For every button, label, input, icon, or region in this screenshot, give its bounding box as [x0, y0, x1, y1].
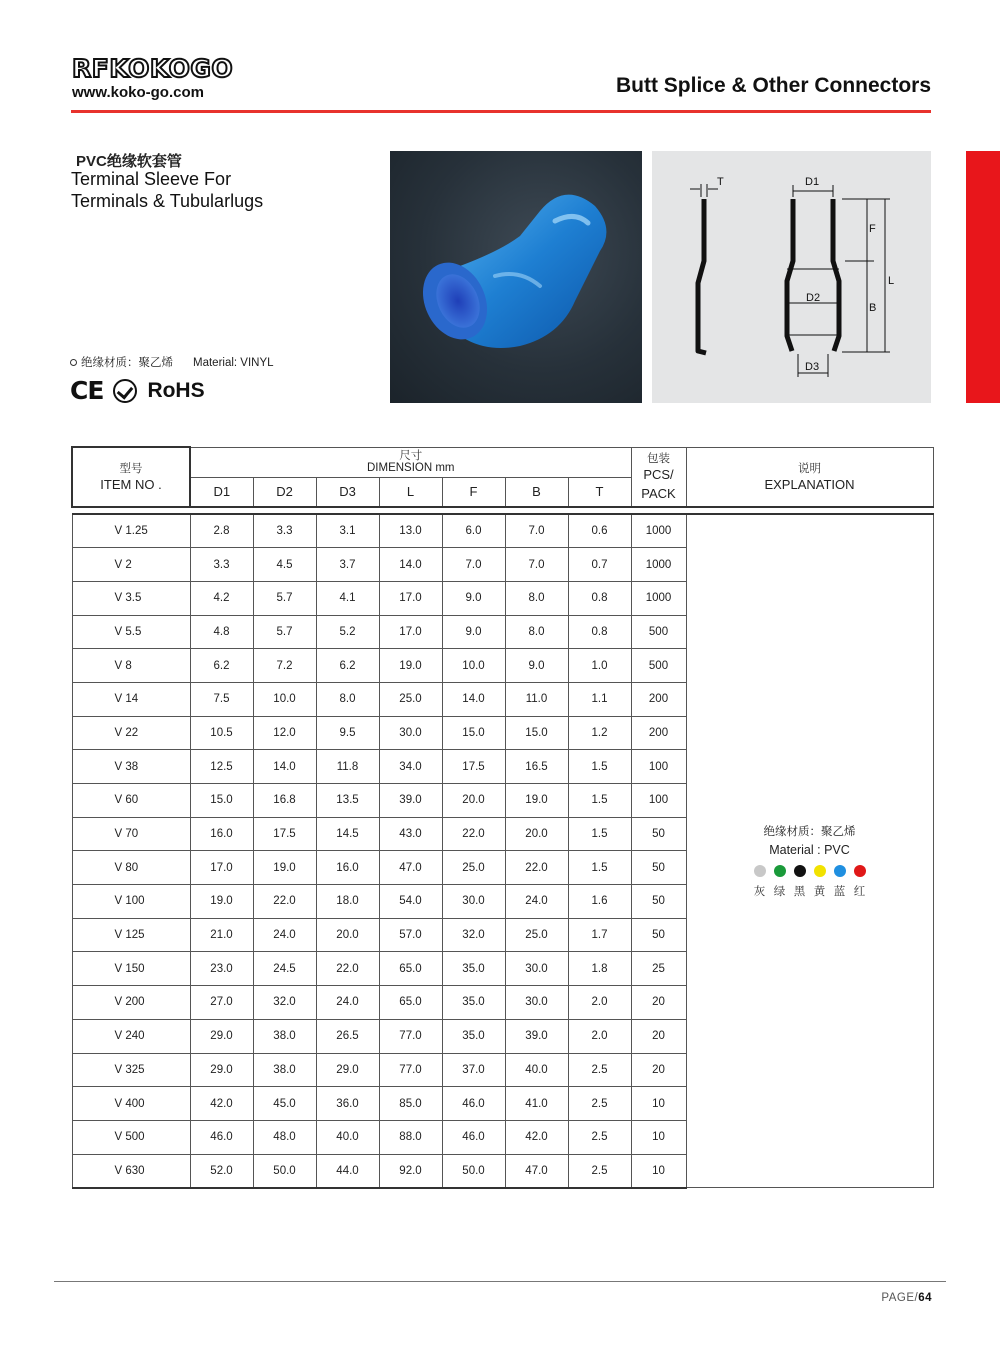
- cell-d1: 7.5: [190, 682, 253, 716]
- cell-f: 6.0: [442, 514, 505, 548]
- cell-d2: 48.0: [253, 1120, 316, 1154]
- color-label: 绿: [773, 886, 786, 899]
- cell-d3: 18.0: [316, 885, 379, 919]
- label-b: B: [869, 302, 877, 314]
- cell-f: 25.0: [442, 851, 505, 885]
- cell-d1: 3.3: [190, 548, 253, 582]
- cell-t: 0.8: [568, 615, 631, 649]
- cell-b: 41.0: [505, 1087, 568, 1121]
- cell-d2: 38.0: [253, 1053, 316, 1087]
- cell-d3: 20.0: [316, 918, 379, 952]
- cell-t: 0.6: [568, 514, 631, 548]
- certifications: [70, 376, 205, 405]
- product-name-line1: Terminal Sleeve For: [71, 169, 232, 189]
- cell-t: 2.5: [568, 1154, 631, 1188]
- color-swatch: [834, 865, 846, 877]
- cell-model: V 80: [72, 851, 190, 885]
- cell-f: 7.0: [442, 548, 505, 582]
- cell-model: V 5.5: [72, 615, 190, 649]
- cell-d2: 32.0: [253, 986, 316, 1020]
- pack-header-cn: 包装: [647, 453, 670, 466]
- cell-d3: 14.5: [316, 817, 379, 851]
- cell-model: V 1.25: [72, 514, 190, 548]
- cell-d3: 9.5: [316, 716, 379, 750]
- table-row: [72, 514, 933, 548]
- cell-d1: 52.0: [190, 1154, 253, 1188]
- cell-model: V 200: [72, 986, 190, 1020]
- cell-b: 30.0: [505, 986, 568, 1020]
- cell-d1: 27.0: [190, 986, 253, 1020]
- cell-pack: 20: [631, 986, 686, 1020]
- cell-f: 32.0: [442, 918, 505, 952]
- cell-f: 37.0: [442, 1053, 505, 1087]
- cell-d2: 22.0: [253, 885, 316, 919]
- cell-l: 19.0: [379, 649, 442, 683]
- cell-b: 47.0: [505, 1154, 568, 1188]
- cell-d2: 3.3: [253, 514, 316, 548]
- model-header: [72, 447, 190, 507]
- column-header-l: L: [379, 477, 442, 507]
- brand-url[interactable]: www.koko-go.com: [72, 84, 204, 101]
- color-swatch: [854, 865, 866, 877]
- cell-d1: 15.0: [190, 784, 253, 818]
- cell-d2: 24.5: [253, 952, 316, 986]
- cell-t: 1.1: [568, 682, 631, 716]
- product-name-line2: Terminals & Tubularlugs: [71, 191, 264, 211]
- cell-pack: 20: [631, 1019, 686, 1053]
- cell-d1: 12.5: [190, 750, 253, 784]
- cell-l: 65.0: [379, 952, 442, 986]
- explanation-header-en: EXPLANATION: [764, 476, 855, 492]
- cell-pack: 20: [631, 1053, 686, 1087]
- cell-d3: 8.0: [316, 682, 379, 716]
- cell-d3: 13.5: [316, 784, 379, 818]
- cell-pack: 100: [631, 784, 686, 818]
- pack-header-en2: PACK: [641, 486, 676, 502]
- cell-pack: 1000: [631, 548, 686, 582]
- color-label: 蓝: [833, 886, 846, 899]
- product-photo: [390, 151, 642, 403]
- color-label: 灰: [753, 886, 766, 899]
- cell-t: 0.8: [568, 581, 631, 615]
- cell-pack: 100: [631, 750, 686, 784]
- cell-d1: 46.0: [190, 1120, 253, 1154]
- cell-b: 39.0: [505, 1019, 568, 1053]
- cell-t: 2.5: [568, 1087, 631, 1121]
- cell-model: V 38: [72, 750, 190, 784]
- cell-l: 47.0: [379, 851, 442, 885]
- column-header-b: B: [505, 477, 568, 507]
- cell-d3: 44.0: [316, 1154, 379, 1188]
- cell-model: V 14: [72, 682, 190, 716]
- cell-d1: 10.5: [190, 716, 253, 750]
- cell-pack: 50: [631, 817, 686, 851]
- cell-model: V 240: [72, 1019, 190, 1053]
- cell-f: 15.0: [442, 716, 505, 750]
- explanation-material-cn: 绝缘材质：聚乙烯: [763, 826, 856, 839]
- cell-model: V 150: [72, 952, 190, 986]
- cell-f: 35.0: [442, 952, 505, 986]
- dimension-header-cn: 尺寸: [399, 450, 423, 462]
- cell-d2: 4.5: [253, 548, 316, 582]
- cell-d2: 17.5: [253, 817, 316, 851]
- cell-b: 7.0: [505, 548, 568, 582]
- cell-d3: 24.0: [316, 986, 379, 1020]
- cell-d2: 38.0: [253, 1019, 316, 1053]
- cell-d1: 4.2: [190, 581, 253, 615]
- label-l: L: [888, 275, 895, 287]
- dimension-header: [190, 447, 631, 477]
- cell-d2: 16.8: [253, 784, 316, 818]
- cell-l: 57.0: [379, 918, 442, 952]
- cell-t: 1.5: [568, 784, 631, 818]
- cell-model: V 400: [72, 1087, 190, 1121]
- cell-f: 20.0: [442, 784, 505, 818]
- cell-l: 54.0: [379, 885, 442, 919]
- color-swatch: [814, 865, 826, 877]
- column-header-d1: D1: [190, 477, 253, 507]
- cell-d2: 7.2: [253, 649, 316, 683]
- pack-header: [631, 447, 686, 507]
- cell-pack: 10: [631, 1154, 686, 1188]
- cell-d1: 16.0: [190, 817, 253, 851]
- cell-l: 13.0: [379, 514, 442, 548]
- cell-d3: 3.7: [316, 548, 379, 582]
- cell-l: 30.0: [379, 716, 442, 750]
- cell-f: 9.0: [442, 581, 505, 615]
- cell-t: 2.5: [568, 1120, 631, 1154]
- color-swatch: [794, 865, 806, 877]
- label-f: F: [869, 223, 876, 235]
- cell-d2: 24.0: [253, 918, 316, 952]
- explanation-header: [686, 447, 933, 507]
- cell-pack: 200: [631, 716, 686, 750]
- cell-l: 92.0: [379, 1154, 442, 1188]
- brand-block: [72, 56, 233, 101]
- cell-f: 17.5: [442, 750, 505, 784]
- cell-d2: 12.0: [253, 716, 316, 750]
- cell-pack: 50: [631, 918, 686, 952]
- cell-f: 35.0: [442, 986, 505, 1020]
- cell-f: 14.0: [442, 682, 505, 716]
- cell-t: 1.0: [568, 649, 631, 683]
- cell-d1: 21.0: [190, 918, 253, 952]
- cell-f: 46.0: [442, 1120, 505, 1154]
- cell-d3: 6.2: [316, 649, 379, 683]
- cell-d1: 23.0: [190, 952, 253, 986]
- cell-f: 9.0: [442, 615, 505, 649]
- cell-d2: 5.7: [253, 581, 316, 615]
- cell-d2: 19.0: [253, 851, 316, 885]
- cell-f: 50.0: [442, 1154, 505, 1188]
- cell-d3: 5.2: [316, 615, 379, 649]
- cell-l: 39.0: [379, 784, 442, 818]
- cell-b: 20.0: [505, 817, 568, 851]
- cell-b: 24.0: [505, 885, 568, 919]
- cell-pack: 500: [631, 649, 686, 683]
- cell-f: 30.0: [442, 885, 505, 919]
- page-number-value: 64: [918, 1292, 932, 1304]
- model-header-en: ITEM NO .: [100, 477, 162, 492]
- cell-d1: 29.0: [190, 1053, 253, 1087]
- product-name-en: [71, 168, 263, 212]
- cell-b: 15.0: [505, 716, 568, 750]
- cell-d1: 2.8: [190, 514, 253, 548]
- dimension-drawing: [652, 151, 931, 403]
- cell-b: 40.0: [505, 1053, 568, 1087]
- color-swatches: [687, 865, 933, 877]
- label-d2: D2: [806, 292, 821, 304]
- bullet-icon: [70, 359, 77, 366]
- cell-t: 2.0: [568, 1019, 631, 1053]
- blue-sleeve-illustration: [390, 151, 642, 403]
- explanation-header-cn: 说明: [798, 462, 821, 475]
- cell-t: 1.7: [568, 918, 631, 952]
- cell-pack: 1000: [631, 581, 686, 615]
- color-label: 黑: [793, 886, 806, 899]
- cell-d2: 45.0: [253, 1087, 316, 1121]
- column-header-d2: D2: [253, 477, 316, 507]
- cell-d3: 3.1: [316, 514, 379, 548]
- cell-pack: 500: [631, 615, 686, 649]
- cell-b: 8.0: [505, 615, 568, 649]
- explanation-material-en: Material : PVC: [769, 843, 850, 858]
- column-header-f: F: [442, 477, 505, 507]
- cell-t: 0.7: [568, 548, 631, 582]
- sgs-check-icon: [113, 379, 137, 403]
- cell-t: 1.5: [568, 817, 631, 851]
- cell-t: 1.8: [568, 952, 631, 986]
- cell-b: 7.0: [505, 514, 568, 548]
- material-cn: 绝缘材质：聚乙烯: [81, 357, 173, 369]
- cell-b: 8.0: [505, 581, 568, 615]
- cell-model: V 70: [72, 817, 190, 851]
- cell-model: V 630: [72, 1154, 190, 1188]
- cell-d3: 11.8: [316, 750, 379, 784]
- section-tab: [966, 151, 1000, 403]
- table-spacer: [72, 507, 933, 514]
- cell-l: 17.0: [379, 615, 442, 649]
- pack-header-en1: PCS/: [643, 467, 674, 483]
- cell-model: V 3.5: [72, 581, 190, 615]
- cell-d3: 26.5: [316, 1019, 379, 1053]
- cell-l: 43.0: [379, 817, 442, 851]
- cell-pack: 50: [631, 885, 686, 919]
- spec-table: [71, 446, 934, 1189]
- cell-t: 1.6: [568, 885, 631, 919]
- cell-l: 77.0: [379, 1019, 442, 1053]
- explanation-cell: [686, 514, 933, 1188]
- cell-t: 1.2: [568, 716, 631, 750]
- cell-f: 22.0: [442, 817, 505, 851]
- cell-l: 14.0: [379, 548, 442, 582]
- cell-d2: 50.0: [253, 1154, 316, 1188]
- cell-pack: 10: [631, 1120, 686, 1154]
- cell-d2: 10.0: [253, 682, 316, 716]
- cell-b: 19.0: [505, 784, 568, 818]
- cell-b: 42.0: [505, 1120, 568, 1154]
- cell-l: 25.0: [379, 682, 442, 716]
- product-name-cn: PVC绝缘软套管: [76, 153, 182, 170]
- color-swatch: [774, 865, 786, 877]
- cell-l: 77.0: [379, 1053, 442, 1087]
- cell-d3: 16.0: [316, 851, 379, 885]
- label-t: T: [717, 176, 724, 188]
- cell-l: 65.0: [379, 986, 442, 1020]
- cell-f: 10.0: [442, 649, 505, 683]
- column-header-t: T: [568, 477, 631, 507]
- cell-d3: 4.1: [316, 581, 379, 615]
- color-labels: [687, 883, 933, 899]
- cell-model: V 8: [72, 649, 190, 683]
- cell-l: 85.0: [379, 1087, 442, 1121]
- cell-model: V 2: [72, 548, 190, 582]
- cell-d3: 36.0: [316, 1087, 379, 1121]
- cell-d2: 14.0: [253, 750, 316, 784]
- sleeve-cross-section-diagram: [652, 151, 931, 403]
- cell-d1: 6.2: [190, 649, 253, 683]
- page-title: Butt Splice & Other Connectors: [615, 74, 931, 97]
- cell-model: V 500: [72, 1120, 190, 1154]
- cell-model: V 125: [72, 918, 190, 952]
- cell-b: 25.0: [505, 918, 568, 952]
- cell-d1: 17.0: [190, 851, 253, 885]
- brand-logo: RFKOKOGO: [72, 54, 234, 83]
- page-number: [881, 1292, 932, 1304]
- cell-d3: 40.0: [316, 1120, 379, 1154]
- cell-b: 9.0: [505, 649, 568, 683]
- material-en: Material: VINYL: [193, 357, 274, 369]
- cell-model: V 325: [72, 1053, 190, 1087]
- rohs-mark: RoHS: [147, 378, 205, 402]
- label-d3: D3: [805, 361, 820, 373]
- color-label: 黄: [813, 886, 826, 899]
- cell-pack: 1000: [631, 514, 686, 548]
- ce-mark-icon: CE: [70, 376, 104, 405]
- cell-d1: 4.8: [190, 615, 253, 649]
- material-line: [70, 354, 274, 370]
- cell-pack: 50: [631, 851, 686, 885]
- cell-d3: 29.0: [316, 1053, 379, 1087]
- cell-pack: 25: [631, 952, 686, 986]
- cell-t: 1.5: [568, 750, 631, 784]
- cell-f: 46.0: [442, 1087, 505, 1121]
- model-header-cn: 型号: [119, 463, 143, 475]
- cell-model: V 100: [72, 885, 190, 919]
- label-d1: D1: [805, 176, 820, 188]
- cell-d1: 19.0: [190, 885, 253, 919]
- cell-d3: 22.0: [316, 952, 379, 986]
- cell-f: 35.0: [442, 1019, 505, 1053]
- cell-l: 17.0: [379, 581, 442, 615]
- cell-pack: 10: [631, 1087, 686, 1121]
- header-divider: [71, 110, 931, 113]
- cell-t: 2.5: [568, 1053, 631, 1087]
- cell-model: V 22: [72, 716, 190, 750]
- cell-b: 16.5: [505, 750, 568, 784]
- cell-b: 30.0: [505, 952, 568, 986]
- page-label: PAGE/: [881, 1292, 919, 1304]
- cell-t: 1.5: [568, 851, 631, 885]
- footer-divider: [54, 1281, 946, 1282]
- cell-d1: 42.0: [190, 1087, 253, 1121]
- cell-model: V 60: [72, 784, 190, 818]
- color-label: 红: [853, 886, 866, 899]
- cell-b: 22.0: [505, 851, 568, 885]
- cell-b: 11.0: [505, 682, 568, 716]
- cell-d2: 5.7: [253, 615, 316, 649]
- dimension-header-en: DIMENSION mm: [366, 462, 455, 474]
- cell-d1: 29.0: [190, 1019, 253, 1053]
- table-body: [72, 514, 933, 1188]
- cell-pack: 200: [631, 682, 686, 716]
- cell-t: 2.0: [568, 986, 631, 1020]
- color-swatch: [754, 865, 766, 877]
- cell-l: 34.0: [379, 750, 442, 784]
- cell-l: 88.0: [379, 1120, 442, 1154]
- column-header-d3: D3: [316, 477, 379, 507]
